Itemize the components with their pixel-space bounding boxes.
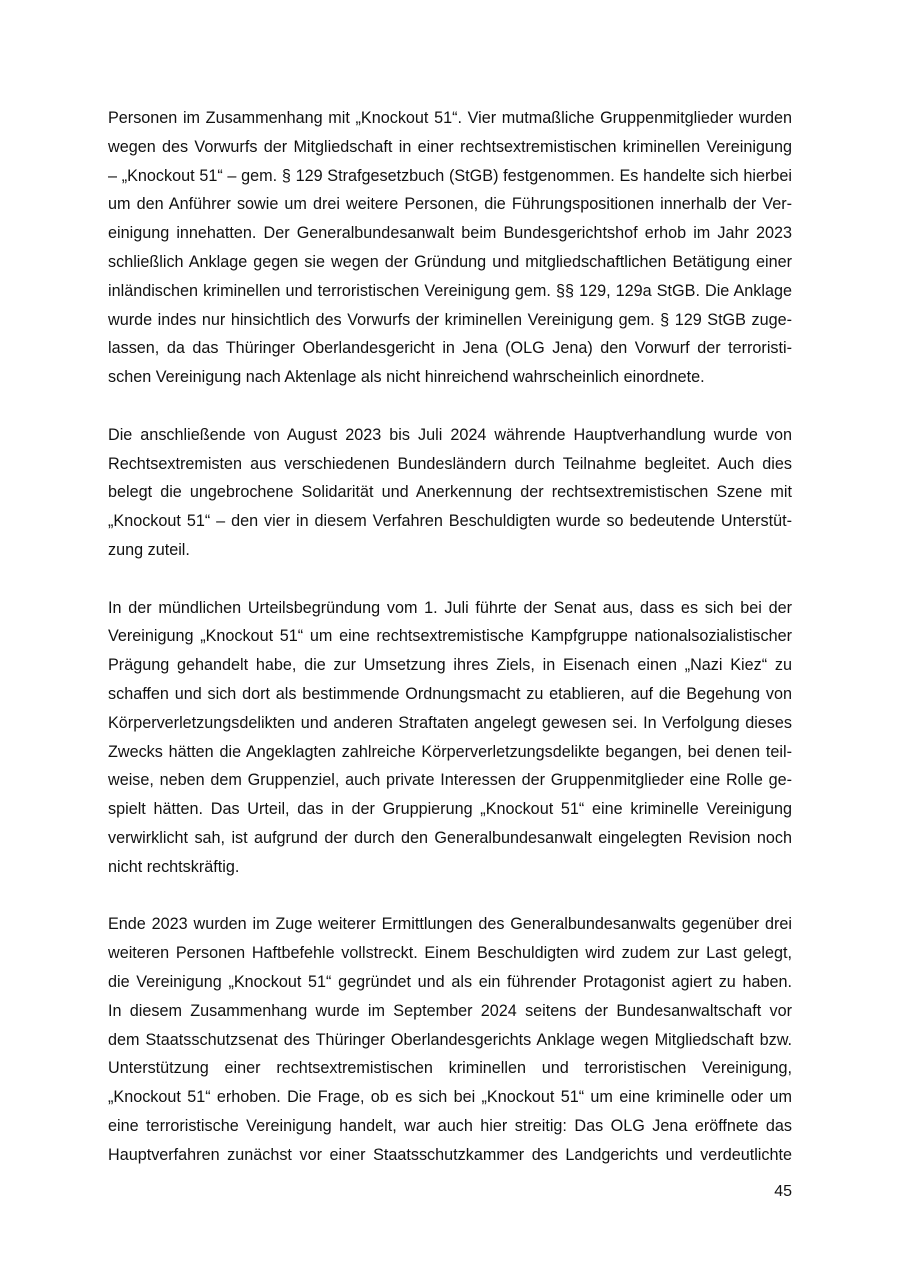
text-line: die Vereinigung „Knockout 51“ gegründet und als ein führender Protagonist agiert zu haben. bbox=[108, 972, 792, 991]
text-line: Prägung gehandelt habe, die zur Umsetzung ihres Ziels, in Eisenach einen „Nazi Kiez“ zu bbox=[108, 656, 792, 675]
text-line: Unterstützung einer rechtsextremistischen kriminellen und terroristischen Vereinigung, bbox=[108, 1059, 792, 1078]
text-line: In der mündlichen Urteilsbegründung vom 1. Juli führte der Senat aus, dass es sich bei der bbox=[108, 598, 792, 617]
text-line: Zwecks hätten die Angeklagten zahlreiche Körperverletzungsdelikte begangen, bei denen teil- bbox=[108, 742, 792, 761]
text-line: zung zuteil. bbox=[108, 540, 190, 559]
paragraph-2 bbox=[108, 421, 792, 565]
text-line: Die anschließende von August 2023 bis Juli 2024 währende Hauptverhandlung wurde von bbox=[108, 425, 792, 444]
text-line: schließlich Anklage gegen sie wegen der Gründung und mitgliedschaftlichen Betätigung einer bbox=[108, 252, 792, 271]
text-line: In diesem Zusammenhang wurde im September 2024 seitens der Bundesanwaltschaft vor bbox=[108, 1001, 792, 1020]
text-line: weiteren Personen Haftbefehle vollstreckt. Einem Beschuldigten wird zudem zur Last gelegt, bbox=[108, 944, 792, 963]
text-line: schaffen und sich dort als bestimmende Ordnungsmacht zu etablieren, auf die Begehung von bbox=[108, 684, 792, 703]
text-line: „Knockout 51“ erhoben. Die Frage, ob es sich bei „Knockout 51“ um eine kriminelle oder um bbox=[108, 1088, 792, 1107]
text-line: belegt die ungebrochene Solidarität und Anerkennung der rechtsextremistischen Szene mit bbox=[108, 483, 792, 502]
text-line: Personen im Zusammenhang mit „Knockout 51“. Vier mutmaßliche Gruppenmitglieder wurden bbox=[108, 109, 792, 127]
text-line: dem Staatsschutzsenat des Thüringer Oberlandesgerichts Anklage wegen Mitgliedschaft bzw. bbox=[108, 1030, 792, 1049]
text-line: verwirklicht sah, ist aufgrund der durch den Generalbundesanwalt eingelegten Revision noch bbox=[108, 828, 792, 847]
paragraph-3 bbox=[108, 594, 792, 882]
text-line: Körperverletzungsdelikten und anderen Straftaten angelegt gewesen sei. In Verfolgung dieses bbox=[108, 713, 792, 732]
paragraph-4 bbox=[108, 910, 792, 1169]
text-line: wurde indes nur hinsichtlich des Vorwurfs der kriminellen Vereinigung gem. § 129 StGB zuge- bbox=[108, 310, 792, 329]
text-line: „Knockout 51“ – den vier in diesem Verfahren Beschuldigten wurde so bedeutende Unterstüt- bbox=[108, 512, 792, 531]
text-line: nicht rechtskräftig. bbox=[108, 857, 240, 876]
text-line: lassen, da das Thüringer Oberlandesgericht in Jena (OLG Jena) den Vorwurf der terroristi- bbox=[108, 339, 792, 358]
text-line: spielt hätten. Das Urteil, das in der Gruppierung „Knockout 51“ eine kriminelle Vereinigung bbox=[108, 800, 792, 819]
text-line: wegen des Vorwurfs der Mitgliedschaft in einer rechtsextremistischen kriminellen Vereinigung bbox=[108, 137, 792, 156]
text-line: einigung innehatten. Der Generalbundesanwalt beim Bundesgerichtshof erhob im Jahr 2023 bbox=[108, 224, 792, 243]
text-line: um den Anführer sowie um drei weitere Personen, die Führungspositionen innerhalb der Ver- bbox=[108, 195, 792, 214]
text-line: schen Vereinigung nach Aktenlage als nicht hinreichend wahrscheinlich einordnete. bbox=[108, 368, 705, 387]
text-line: weise, neben dem Gruppenziel, auch private Interessen der Gruppenmitglieder eine Rolle ge- bbox=[108, 771, 792, 790]
text-line: Ende 2023 wurden im Zuge weiterer Ermittlungen des Generalbundesanwalts gegenüber drei bbox=[108, 915, 792, 934]
page-number: 45 bbox=[774, 1183, 792, 1200]
text-line: eine terroristische Vereinigung handelt, war auch hier streitig: Das OLG Jena eröffnete das bbox=[108, 1116, 792, 1135]
text-line: – „Knockout 51“ – gem. § 129 Strafgesetzbuch (StGB) festgenommen. Es handelte sich hierbei bbox=[108, 166, 792, 185]
text-line: Rechtsextremisten aus verschiedenen Bundesländern durch Teilnahme begleitet. Auch dies bbox=[108, 454, 792, 473]
page-body bbox=[108, 104, 792, 1169]
text-line: inländischen kriminellen und terroristischen Vereinigung gem. §§ 129, 129a StGB. Die Anklage bbox=[108, 281, 792, 300]
paragraph-1 bbox=[108, 104, 792, 392]
text-line: Vereinigung „Knockout 51“ um eine rechtsextremistische Kampfgruppe nationalsozialistischer bbox=[108, 627, 792, 646]
text-line: Hauptverfahren zunächst vor einer Staatsschutzkammer des Landgerichts und verdeutlichte bbox=[108, 1145, 792, 1164]
